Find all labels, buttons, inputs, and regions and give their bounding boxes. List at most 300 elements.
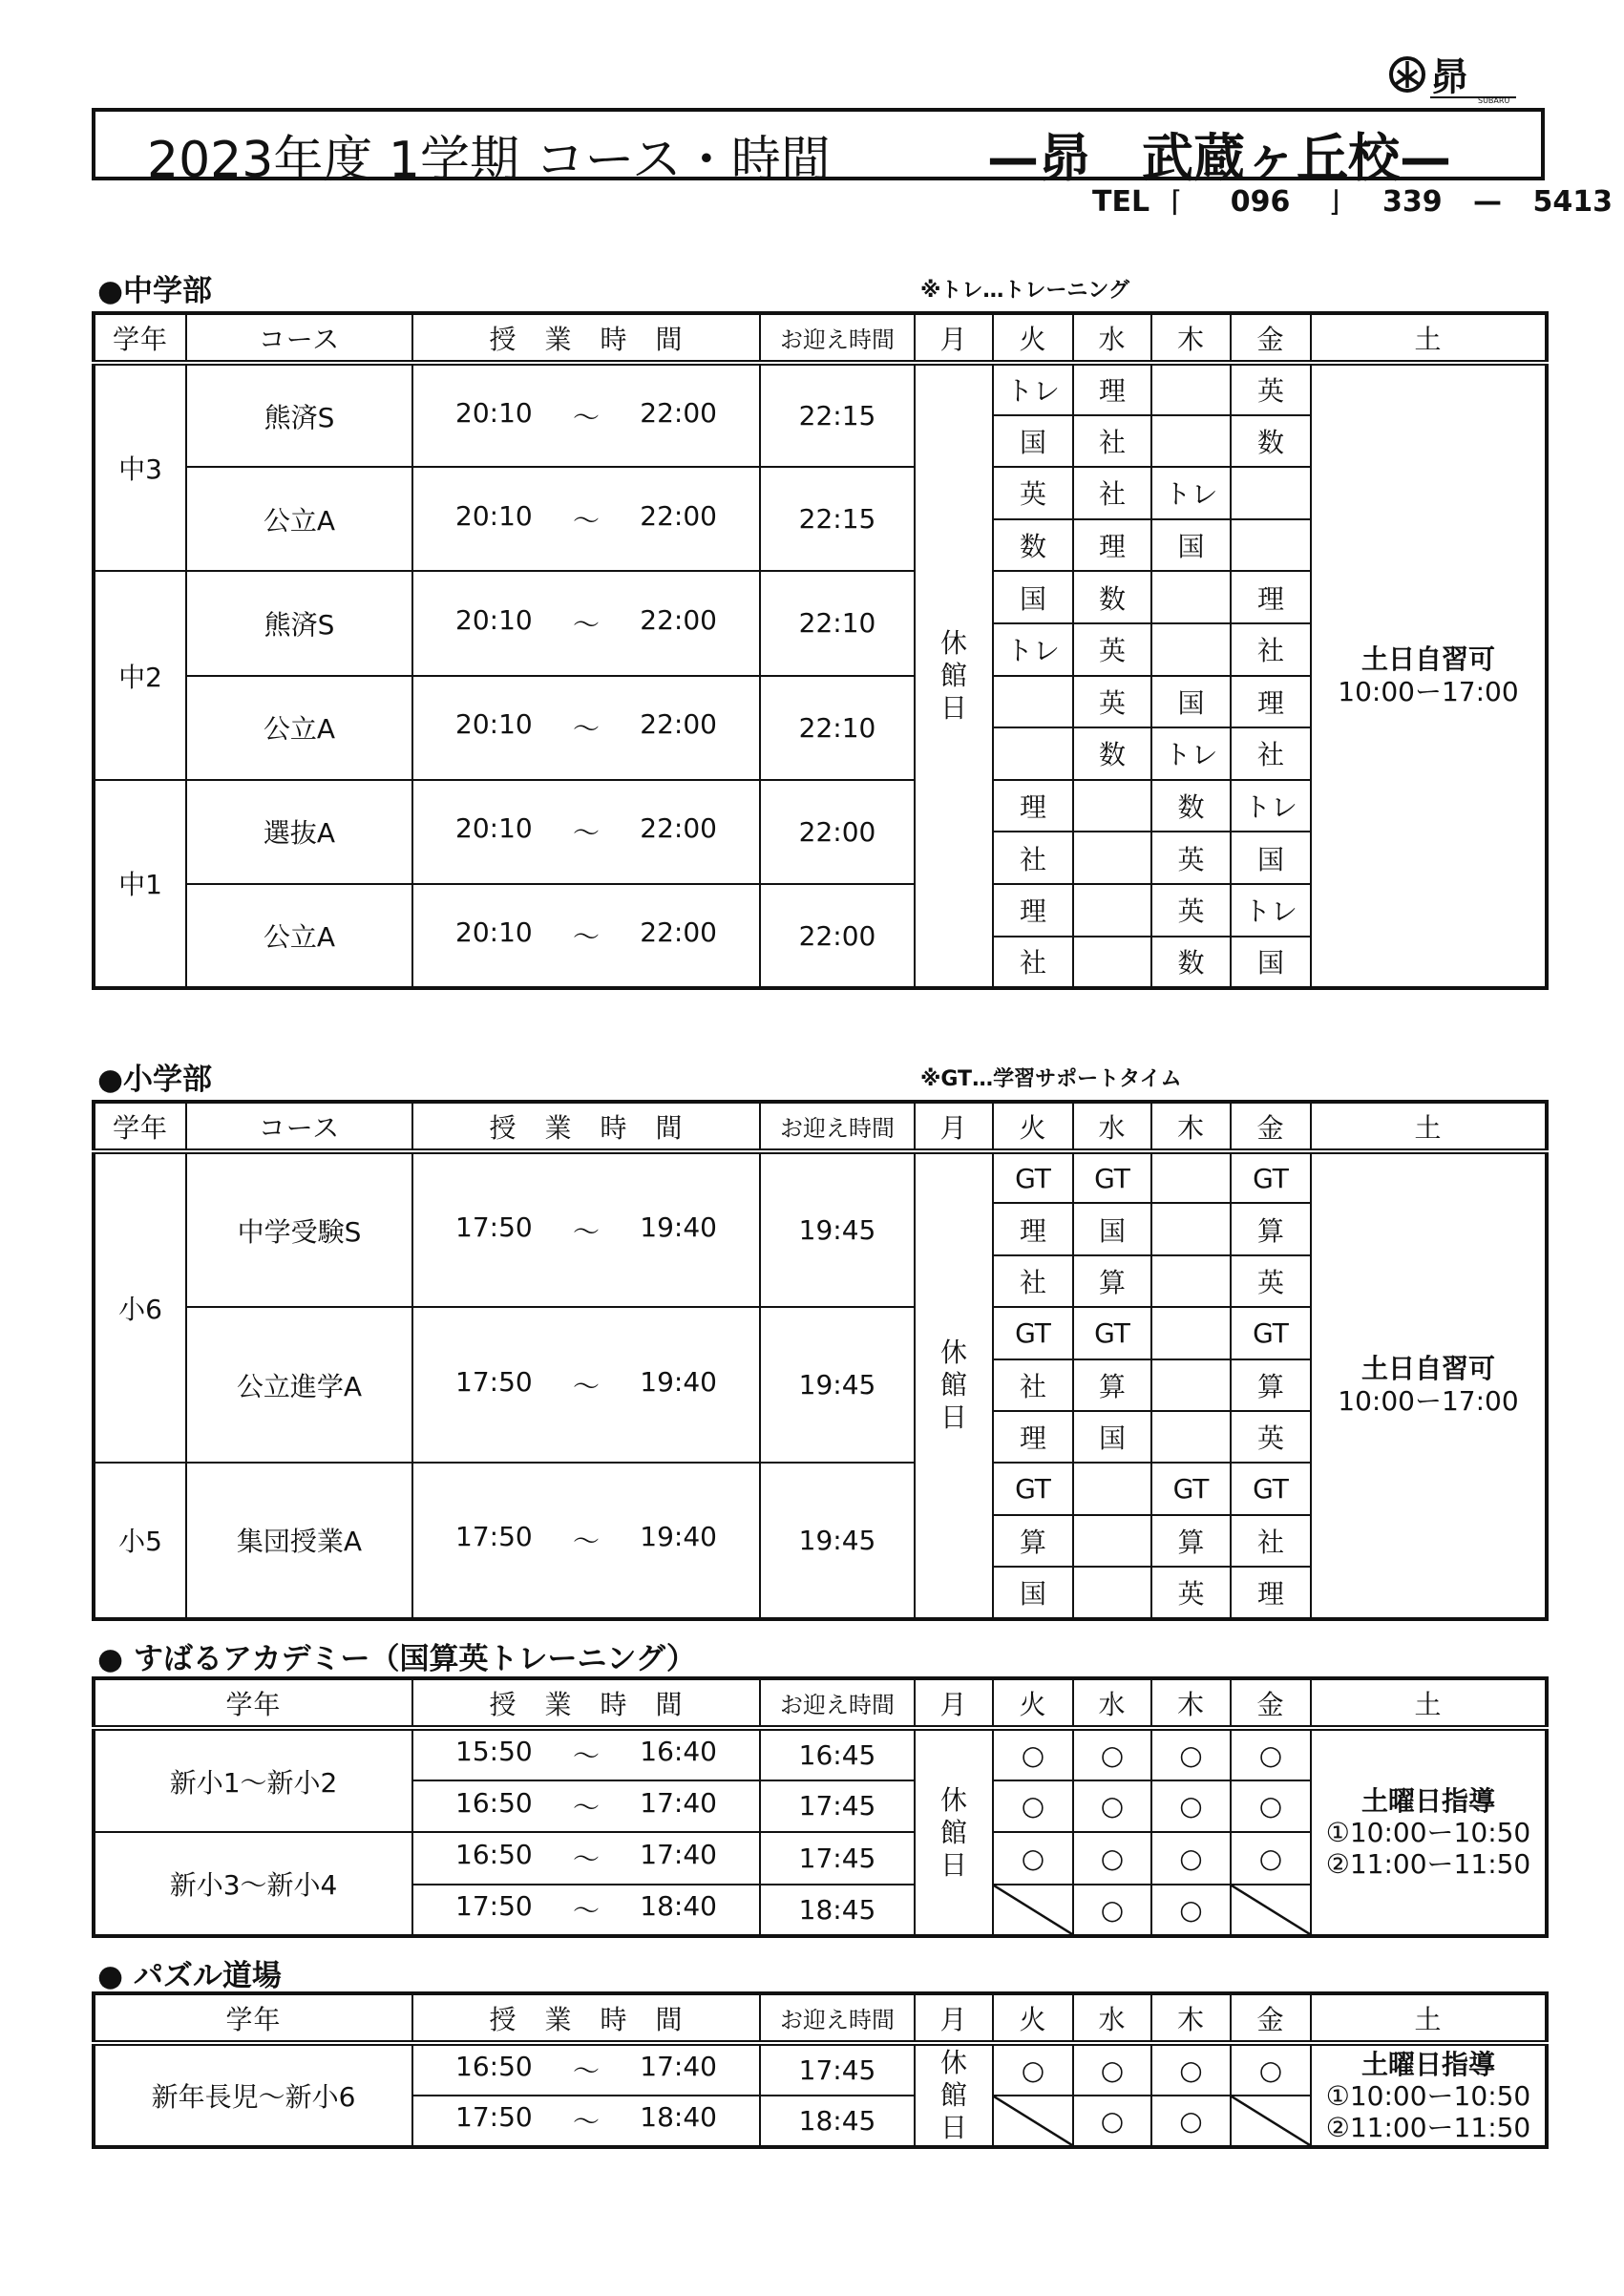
start-time: 16:50 xyxy=(455,2051,533,2083)
closed-char: 館 xyxy=(940,1816,968,1848)
subject-cell xyxy=(1151,363,1231,415)
start-time: 17:50 xyxy=(455,1521,533,1553)
subject-cell: 理 xyxy=(993,884,1073,937)
header-day-1: 火 xyxy=(993,1993,1073,2043)
subject-cell: 国 xyxy=(1231,937,1311,989)
subject-cell: 算 xyxy=(1231,1359,1311,1411)
table-header xyxy=(94,1993,1547,2043)
academy-section-title: ● すばるアカデミー（国算英トレーニング） xyxy=(97,1642,696,1676)
end-time: 16:40 xyxy=(640,1736,717,1768)
class-time-range xyxy=(413,2101,759,2139)
course-name: 公立A xyxy=(186,676,412,780)
class-time xyxy=(412,2096,760,2148)
pickup-time: 19:45 xyxy=(760,1307,915,1463)
junior-high-section-title: ●中学部 xyxy=(97,274,213,308)
subject-cell: トレ xyxy=(1151,467,1231,519)
elementary-table xyxy=(92,1100,1549,1621)
elementary-note: ※GT…学習サポートタイム xyxy=(920,1067,1182,1091)
start-time: 17:50 xyxy=(455,1211,533,1243)
subject-cell: 数 xyxy=(1073,727,1151,780)
tilde: 〜 xyxy=(573,1791,601,1823)
circle-mark: ○ xyxy=(993,1832,1073,1885)
saturday-note xyxy=(1311,1728,1547,1936)
header-day-5: 土 xyxy=(1311,313,1547,363)
tel-label: TEL xyxy=(1092,185,1150,219)
subject-cell: 理 xyxy=(1231,676,1311,728)
header-day-0: 月 xyxy=(915,1102,993,1151)
start-time: 17:50 xyxy=(455,1890,533,1923)
pickup-time: 19:45 xyxy=(760,1463,915,1618)
subject-cell: 社 xyxy=(1231,1515,1311,1567)
end-time: 18:40 xyxy=(640,2101,717,2134)
subject-cell xyxy=(1151,1359,1231,1411)
subject-cell: 社 xyxy=(993,832,1073,884)
saturday-line: ②11:00ー11:50 xyxy=(1325,1848,1531,1880)
tilde: 〜 xyxy=(573,1740,601,1773)
subject-cell: 国 xyxy=(993,1567,1073,1618)
page-title: 2023年度 1学期 コース・時間 xyxy=(147,132,831,189)
saturday-line: 土曜日指導 xyxy=(1361,1785,1496,1817)
start-time: 20:10 xyxy=(455,603,533,636)
header-day-4: 金 xyxy=(1231,1678,1311,1728)
class-time-range xyxy=(413,1736,759,1774)
grade-cell: 新小3〜新小4 xyxy=(94,1832,412,1936)
tilde: 〜 xyxy=(572,817,600,850)
tilde: 〜 xyxy=(573,1843,601,1876)
closed-char: 日 xyxy=(940,2112,968,2143)
class-time-range xyxy=(413,916,759,955)
not-offered-cell xyxy=(993,2096,1073,2148)
closed-char: 休 xyxy=(939,1337,967,1369)
saturday-note xyxy=(1311,1151,1547,1619)
subject-cell xyxy=(1151,1151,1231,1203)
saturday-line: ①10:00ー10:50 xyxy=(1325,1817,1531,1848)
pickup-time: 17:45 xyxy=(760,1780,915,1833)
pickup-time: 22:00 xyxy=(760,884,915,988)
header-pickup: お迎え時間 xyxy=(760,1678,915,1728)
subject-cell: 英 xyxy=(1151,1567,1231,1618)
course-name: 選抜A xyxy=(186,780,412,884)
grade-cell: 中3 xyxy=(94,363,186,571)
header-pickup: お迎え時間 xyxy=(760,1993,915,2043)
subject-cell: GT xyxy=(1231,1151,1311,1203)
subject-cell xyxy=(1073,1515,1151,1567)
subject-cell: 社 xyxy=(993,1359,1073,1411)
subject-cell: 数 xyxy=(1231,415,1311,468)
end-time: 22:00 xyxy=(640,396,717,429)
header-day-4: 金 xyxy=(1231,1102,1311,1151)
header-day-2: 水 xyxy=(1073,1102,1151,1151)
subject-cell: 国 xyxy=(993,571,1073,623)
subject-cell xyxy=(1073,1567,1151,1618)
header-day-2: 水 xyxy=(1073,313,1151,363)
start-time: 20:10 xyxy=(455,499,533,532)
closed-char: 日 xyxy=(940,1848,968,1881)
grade-cell: 中1 xyxy=(94,780,186,988)
subject-cell: 社 xyxy=(993,937,1073,989)
subject-cell: 数 xyxy=(1151,780,1231,832)
table-header xyxy=(94,1102,1547,1151)
saturday-line: 土日自習可 xyxy=(1360,1353,1495,1385)
circle-mark: ○ xyxy=(1151,2096,1231,2148)
class-time-range xyxy=(413,1211,759,1250)
subject-cell: 算 xyxy=(993,1515,1073,1567)
pickup-time: 16:45 xyxy=(760,1728,915,1780)
header-class-time: 授 業 時 間 xyxy=(412,1678,760,1728)
circle-mark: ○ xyxy=(1151,1832,1231,1885)
circle-mark: ○ xyxy=(1151,1728,1231,1780)
table-row xyxy=(94,1151,1547,1203)
end-time: 19:40 xyxy=(640,1211,717,1243)
header-day-1: 火 xyxy=(993,1102,1073,1151)
subject-cell xyxy=(1073,832,1151,884)
circle-mark: ○ xyxy=(993,1728,1073,1780)
subject-cell: 理 xyxy=(1231,571,1311,623)
subject-cell: トレ xyxy=(1151,727,1231,780)
class-time xyxy=(412,1307,760,1463)
class-time xyxy=(412,2043,760,2096)
header-day-0: 月 xyxy=(915,1993,993,2043)
subject-cell xyxy=(1231,519,1311,572)
table-header xyxy=(94,313,1547,363)
closed-char: 館 xyxy=(940,2079,968,2111)
subject-cell xyxy=(1073,780,1151,832)
subject-cell: 理 xyxy=(993,1411,1073,1463)
class-time-range xyxy=(413,604,759,642)
end-time: 22:00 xyxy=(640,603,717,636)
start-time: 20:10 xyxy=(455,708,533,741)
subject-cell: 英 xyxy=(1151,832,1231,884)
class-time xyxy=(412,1151,760,1307)
start-time: 20:10 xyxy=(455,916,533,949)
subject-cell: 理 xyxy=(993,1203,1073,1254)
junior-high-table xyxy=(92,311,1549,990)
subject-cell: GT xyxy=(1151,1463,1231,1514)
subject-cell: GT xyxy=(993,1151,1073,1203)
end-time: 22:00 xyxy=(640,812,717,845)
subject-cell: 英 xyxy=(1231,1411,1311,1463)
header-day-4: 金 xyxy=(1231,1993,1311,2043)
subject-cell: 国 xyxy=(993,415,1073,468)
closed-char: 日 xyxy=(939,692,967,725)
end-time: 19:40 xyxy=(640,1521,717,1553)
table-row xyxy=(94,363,1547,415)
header-day-0: 月 xyxy=(915,313,993,363)
class-time xyxy=(412,884,760,988)
header-grade: 学年 xyxy=(94,313,186,363)
start-time: 17:50 xyxy=(455,1365,533,1398)
end-time: 22:00 xyxy=(640,499,717,532)
table-header xyxy=(94,1678,1547,1728)
subject-cell xyxy=(993,727,1073,780)
end-time: 17:40 xyxy=(640,1839,717,1871)
subject-cell xyxy=(1151,571,1231,623)
saturday-line: 土日自習可 xyxy=(1360,643,1495,676)
not-offered-cell xyxy=(1231,2096,1311,2148)
header-day-0: 月 xyxy=(915,1678,993,1728)
class-time xyxy=(412,363,760,467)
class-time-range xyxy=(413,500,759,538)
title-banner xyxy=(92,108,1545,189)
junior-high-note: ※トレ…トレーニング xyxy=(920,279,1129,303)
start-time: 17:50 xyxy=(455,2101,533,2134)
subject-cell: 社 xyxy=(1231,623,1311,676)
subject-cell: 英 xyxy=(1231,1255,1311,1307)
subject-cell xyxy=(1151,415,1231,468)
not-offered-cell xyxy=(1231,1885,1311,1937)
subject-cell: トレ xyxy=(1231,884,1311,937)
end-time: 19:40 xyxy=(640,1365,717,1398)
class-time-range xyxy=(413,2051,759,2089)
subject-cell: トレ xyxy=(993,623,1073,676)
subject-cell: 理 xyxy=(993,780,1073,832)
subject-cell: GT xyxy=(993,1463,1073,1514)
grade-cell: 小6 xyxy=(94,1151,186,1463)
circle-mark: ○ xyxy=(1231,1832,1311,1885)
circle-mark: ○ xyxy=(1151,2043,1231,2096)
start-time: 16:50 xyxy=(455,1839,533,1871)
subject-cell xyxy=(1231,467,1311,519)
subaru-logo xyxy=(1386,50,1520,105)
circle-mark: ○ xyxy=(1073,2096,1151,2148)
header-day-3: 木 xyxy=(1151,313,1231,363)
subject-cell: GT xyxy=(1231,1463,1311,1514)
start-time: 15:50 xyxy=(455,1736,533,1768)
tilde: 〜 xyxy=(572,1370,600,1402)
class-time xyxy=(412,571,760,675)
logo-subtext: SUBARU xyxy=(1478,96,1510,105)
subject-cell: 社 xyxy=(993,1255,1073,1307)
subject-cell: 理 xyxy=(1073,363,1151,415)
header-course: コース xyxy=(186,313,412,363)
subject-cell: 国 xyxy=(1151,676,1231,728)
table-row xyxy=(94,1728,1547,1780)
subject-cell: GT xyxy=(1231,1307,1311,1359)
tilde: 〜 xyxy=(572,1215,600,1248)
tilde: 〜 xyxy=(572,713,600,746)
header-day-3: 木 xyxy=(1151,1102,1231,1151)
closed-char: 休 xyxy=(939,627,967,660)
header-day-2: 水 xyxy=(1073,1678,1151,1728)
start-time: 20:10 xyxy=(455,396,533,429)
circle-mark: ○ xyxy=(993,1780,1073,1833)
circle-mark: ○ xyxy=(1151,1885,1231,1937)
subject-cell: 数 xyxy=(1151,937,1231,989)
class-time xyxy=(412,676,760,780)
course-name: 公立A xyxy=(186,884,412,988)
subject-cell xyxy=(1073,884,1151,937)
puzzle-table xyxy=(92,1991,1549,2149)
header-day-1: 火 xyxy=(993,313,1073,363)
subject-cell: 理 xyxy=(1231,1567,1311,1618)
class-time xyxy=(412,467,760,571)
header-grade: 学年 xyxy=(94,1678,412,1728)
header-day-5: 土 xyxy=(1311,1678,1547,1728)
grade-cell: 小5 xyxy=(94,1463,186,1618)
subject-cell xyxy=(1151,1255,1231,1307)
end-time: 17:40 xyxy=(640,1786,717,1819)
elementary-section-title: ●小学部 xyxy=(97,1063,213,1097)
circle-mark: ○ xyxy=(1073,1832,1151,1885)
school-name: —昴 武蔵ヶ丘校— xyxy=(987,128,1451,188)
closed-day xyxy=(915,1728,993,1936)
subject-cell: 算 xyxy=(1151,1515,1231,1567)
subject-cell xyxy=(1073,1463,1151,1514)
class-time-range xyxy=(413,1366,759,1404)
logo-text: 昴 xyxy=(1430,55,1468,99)
subject-cell: トレ xyxy=(993,363,1073,415)
class-time xyxy=(412,1463,760,1618)
subject-cell xyxy=(1151,1203,1231,1254)
table-row xyxy=(94,2043,1547,2096)
header-pickup: お迎え時間 xyxy=(760,1102,915,1151)
start-time: 20:10 xyxy=(455,812,533,845)
tilde: 〜 xyxy=(572,401,600,433)
circle-mark: ○ xyxy=(1231,1780,1311,1833)
course-name: 熊済S xyxy=(186,363,412,467)
closed-char: 休 xyxy=(940,1783,968,1816)
circle-mark: ○ xyxy=(993,2043,1073,2096)
saturday-line: 10:00ー17:00 xyxy=(1338,1385,1519,1418)
saturday-note xyxy=(1311,363,1547,988)
subject-cell: GT xyxy=(1073,1307,1151,1359)
circle-mark: ○ xyxy=(1073,1780,1151,1833)
tel-area: 096 xyxy=(1230,185,1291,219)
subject-cell: 英 xyxy=(1073,676,1151,728)
course-name: 公立進学A xyxy=(186,1307,412,1463)
header-day-4: 金 xyxy=(1231,313,1311,363)
tilde: 〜 xyxy=(572,608,600,641)
saturday-line: ①10:00ー10:50 xyxy=(1325,2079,1531,2112)
course-name: 公立A xyxy=(186,467,412,571)
end-time: 22:00 xyxy=(640,916,717,949)
end-time: 22:00 xyxy=(640,708,717,741)
subject-cell: 数 xyxy=(993,519,1073,572)
class-time xyxy=(412,1885,760,1937)
subject-cell xyxy=(1151,1307,1231,1359)
tilde: 〜 xyxy=(573,2106,601,2138)
subject-cell xyxy=(1151,623,1231,676)
end-time: 17:40 xyxy=(640,2051,717,2083)
class-time-range xyxy=(413,708,759,747)
header-pickup: お迎え時間 xyxy=(760,313,915,363)
header-day-5: 土 xyxy=(1311,1993,1547,2043)
circle-mark: ○ xyxy=(1151,1780,1231,1833)
circle-mark: ○ xyxy=(1073,2043,1151,2096)
subject-cell: 英 xyxy=(1073,623,1151,676)
header-day-1: 火 xyxy=(993,1678,1073,1728)
closed-char: 館 xyxy=(939,1369,967,1401)
circle-mark: ○ xyxy=(1231,2043,1311,2096)
tilde: 〜 xyxy=(572,504,600,537)
tel-exchange: 339 xyxy=(1381,185,1443,219)
header-grade: 学年 xyxy=(94,1102,186,1151)
header-day-5: 土 xyxy=(1311,1102,1547,1151)
subject-cell: 英 xyxy=(1151,884,1231,937)
pickup-time: 17:45 xyxy=(760,1832,915,1885)
grade-cell: 中2 xyxy=(94,571,186,779)
header-class-time: 授 業 時 間 xyxy=(412,1993,760,2043)
class-time xyxy=(412,1780,760,1833)
closed-char: 休 xyxy=(940,2047,968,2078)
subject-cell: 社 xyxy=(1073,415,1151,468)
course-name: 中学受験S xyxy=(186,1151,412,1307)
pickup-time: 18:45 xyxy=(760,1885,915,1937)
subject-cell: 国 xyxy=(1231,832,1311,884)
closed-char: 館 xyxy=(939,660,967,692)
academy-table xyxy=(92,1676,1549,1938)
subject-cell: 社 xyxy=(1073,467,1151,519)
header-course: コース xyxy=(186,1102,412,1151)
class-time-range xyxy=(413,1839,759,1877)
class-time xyxy=(412,1728,760,1780)
pickup-time: 22:15 xyxy=(760,363,915,467)
subject-cell xyxy=(993,676,1073,728)
puzzle-section-title: ● パズル道場 xyxy=(97,1959,282,1993)
saturday-line: 10:00ー17:00 xyxy=(1338,676,1519,708)
subject-cell: 英 xyxy=(993,467,1073,519)
tel-dash: — xyxy=(1473,185,1503,219)
saturday-line: ②11:00ー11:50 xyxy=(1325,2111,1531,2143)
class-time xyxy=(412,780,760,884)
pickup-time: 22:10 xyxy=(760,571,915,675)
header-day-2: 水 xyxy=(1073,1993,1151,2043)
course-name: 熊済S xyxy=(186,571,412,675)
saturday-line: 土曜日指導 xyxy=(1361,2048,1496,2080)
class-time xyxy=(412,1832,760,1885)
subject-cell xyxy=(1151,1411,1231,1463)
end-time: 18:40 xyxy=(640,1890,717,1923)
subject-cell: 算 xyxy=(1231,1203,1311,1254)
subject-cell: GT xyxy=(1073,1151,1151,1203)
pickup-time: 19:45 xyxy=(760,1151,915,1307)
subject-cell: GT xyxy=(993,1307,1073,1359)
circle-mark: ○ xyxy=(1073,1728,1151,1780)
grade-cell: 新小1〜新小2 xyxy=(94,1728,412,1832)
circle-mark: ○ xyxy=(1231,1728,1311,1780)
circle-mark: ○ xyxy=(1073,1885,1151,1937)
pickup-time: 18:45 xyxy=(760,2096,915,2148)
subject-cell: 理 xyxy=(1073,519,1151,572)
pickup-time: 22:15 xyxy=(760,467,915,571)
grade-cell: 新年長児〜新小6 xyxy=(94,2043,412,2147)
subject-cell: 英 xyxy=(1231,363,1311,415)
header-day-3: 木 xyxy=(1151,1678,1231,1728)
subject-cell: トレ xyxy=(1231,780,1311,832)
subject-cell: 社 xyxy=(1231,727,1311,780)
telephone: TEL ⌈ 096 ⌋ 339 — 5413 xyxy=(1092,185,1613,219)
class-time-range xyxy=(413,397,759,435)
closed-day xyxy=(915,2043,993,2147)
subject-cell: 国 xyxy=(1151,519,1231,572)
tilde: 〜 xyxy=(573,1895,601,1927)
pickup-time: 22:00 xyxy=(760,780,915,884)
class-time-range xyxy=(413,1787,759,1825)
class-time-range xyxy=(413,812,759,851)
subject-cell xyxy=(1073,937,1151,989)
class-time-range xyxy=(413,1521,759,1559)
pickup-time: 22:10 xyxy=(760,676,915,780)
tel-number: 5413 xyxy=(1532,185,1613,219)
closed-day xyxy=(915,1151,993,1619)
tilde: 〜 xyxy=(573,2055,601,2088)
header-class-time: 授 業 時 間 xyxy=(412,313,760,363)
saturday-note xyxy=(1311,2043,1547,2147)
class-time-range xyxy=(413,1890,759,1928)
pickup-time: 17:45 xyxy=(760,2043,915,2096)
tilde: 〜 xyxy=(572,921,600,954)
closed-day xyxy=(915,363,993,988)
